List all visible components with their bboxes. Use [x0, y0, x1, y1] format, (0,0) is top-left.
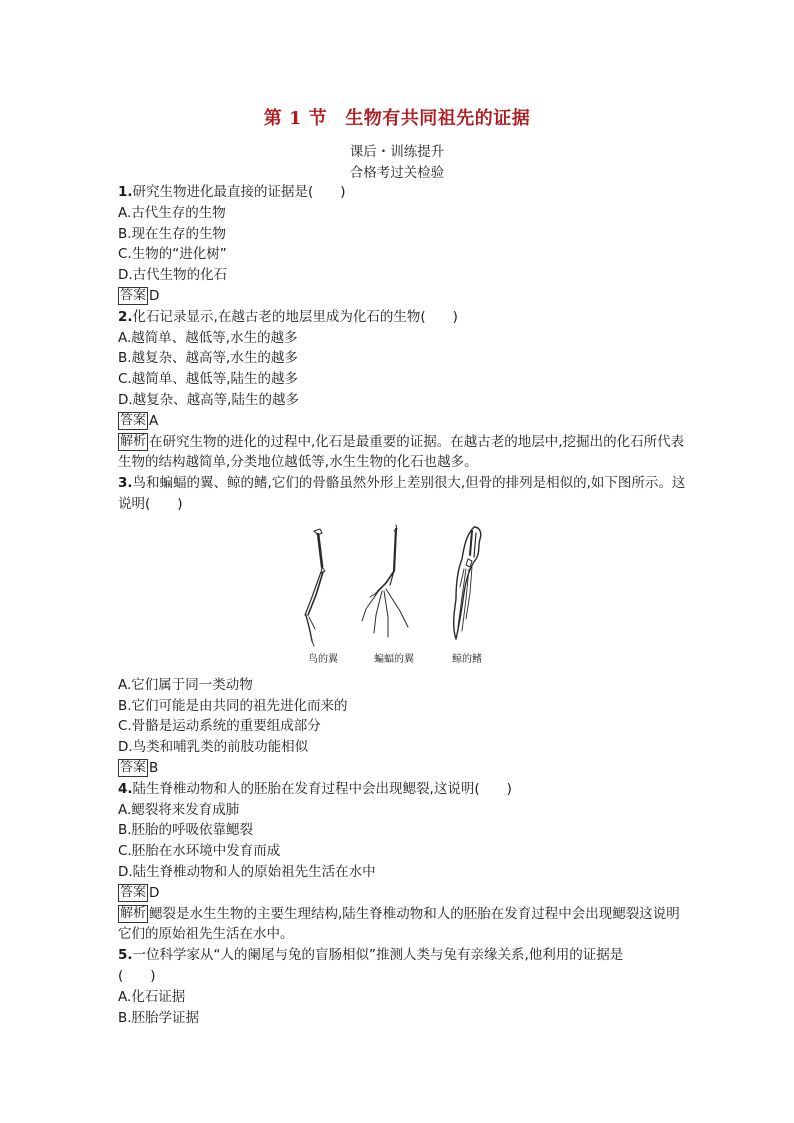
subtitle-practice: 课后・训练提升 [349, 144, 445, 160]
subtitle-level: 合格考过关检验 [349, 165, 445, 181]
question-number: 2. [118, 308, 133, 325]
section-number: 第 1 节 [263, 108, 328, 129]
limb-bones-illustration [296, 523, 506, 647]
answer-label: 答案 [120, 884, 147, 900]
option-a: A.越简单、越低等,水生的越多 [118, 329, 298, 346]
question-text: 陆生脊椎动物和人的胚胎在发育过程中会出现鳃裂,这说明( ) [132, 780, 512, 797]
answer-row [118, 758, 688, 779]
question-4 [118, 779, 688, 945]
option-d: D.古代生物的化石 [118, 267, 228, 284]
option-d: D.越复杂、越高等,陆生的越多 [118, 391, 299, 408]
question-number: 4. [118, 780, 133, 797]
option-d: D.鸟类和哺乳类的前肢功能相似 [118, 739, 309, 756]
answer-label: 答案 [120, 287, 147, 303]
analysis-label: 解析 [120, 905, 147, 921]
option-c: C.胚胎在水环境中发育而成 [118, 843, 281, 860]
option-a: A.它们属于同一类动物 [118, 676, 253, 693]
option-b: B.它们可能是由共同的祖先进化而来的 [118, 697, 348, 714]
option-b: B.胚胎学证据 [118, 1009, 200, 1026]
option-a: A.鳃裂将来发育成肺 [118, 801, 240, 818]
analysis-block [118, 904, 688, 946]
answer-value: B [149, 759, 159, 776]
question-2 [118, 307, 688, 473]
question-stem [118, 945, 688, 966]
bird-wing-drawing [305, 529, 325, 646]
analysis-text: 鳃裂是水生生物的主要生理结构,陆生脊椎动物和人的胚胎在发育过程中会出现鳃裂这说明它们的原始祖先生活在水中。 [118, 905, 680, 943]
option-b: B.现在生存的生物 [118, 225, 227, 242]
analysis-text: 在研究生物的进化的过程中,化石是最重要的证据。在越古老的地层中,挖掘出的化石所代表生物的结构越简单,分类地位越低等,水生生物的化石也越多。 [118, 433, 685, 471]
question-number: 1. [118, 184, 133, 200]
question-3 [118, 473, 688, 779]
answer-label: 答案 [120, 759, 147, 775]
section-title: 生物有共同祖先的证据 [345, 108, 531, 129]
answer-row [118, 883, 688, 904]
answer-value: D [149, 287, 160, 304]
whale-flipper-drawing [454, 527, 481, 639]
bat-wing-drawing [362, 525, 408, 637]
question-5 [118, 945, 688, 1028]
question-number: 3. [118, 475, 133, 492]
question-number: 5. [118, 947, 133, 964]
question-1 [118, 182, 688, 307]
option-d: D.陆生脊椎动物和人的原始祖先生活在水中 [118, 863, 376, 880]
option-c: C.生物的“进化树” [118, 246, 227, 263]
caption-bat-wing: 蝙蝠的翼 [374, 653, 414, 665]
answer-value: A [149, 412, 159, 429]
question-stem [118, 779, 688, 800]
question-list [118, 182, 688, 1028]
analysis-block [118, 432, 688, 474]
question-text: 化石记录显示,在越古老的地层里成为化石的生物( ) [132, 308, 458, 325]
caption-whale-flipper: 鲸的鳍 [452, 653, 482, 665]
question-stem-continued: ( ) [118, 967, 156, 984]
question-text: 鸟和蝙蝠的翼、鲸的鳍,它们的骨骼虽然外形上差别很大,但骨的排列是相似的,如下图所示。这说明( ) [118, 475, 686, 512]
analysis-label: 解析 [120, 433, 147, 449]
question-text: 一位科学家从“人的阑尾与兔的盲肠相似”推测人类与兔有亲缘关系,他利用的证据是 [132, 947, 624, 964]
option-c: C.骨骼是运动系统的重要组成部分 [118, 718, 321, 735]
page-title [0, 104, 794, 130]
answer-row [118, 411, 688, 432]
option-b: B.越复杂、越高等,水生的越多 [118, 350, 298, 367]
answer-label: 答案 [120, 412, 147, 428]
question-stem [118, 182, 688, 203]
answer-value: D [149, 884, 160, 901]
question-stem [118, 307, 688, 328]
option-a: A.化石证据 [118, 988, 186, 1005]
answer-row [118, 286, 688, 307]
question-text: 研究生物进化最直接的证据是( ) [132, 184, 346, 200]
question-stem [118, 473, 688, 515]
caption-bird-wing: 鸟的翼 [308, 653, 338, 665]
limb-bones-figure [118, 523, 688, 669]
option-c: C.越简单、越低等,陆生的越多 [118, 371, 299, 388]
option-a: A.古代生存的生物 [118, 204, 226, 221]
option-b: B.胚胎的呼吸依靠鳃裂 [118, 822, 254, 839]
